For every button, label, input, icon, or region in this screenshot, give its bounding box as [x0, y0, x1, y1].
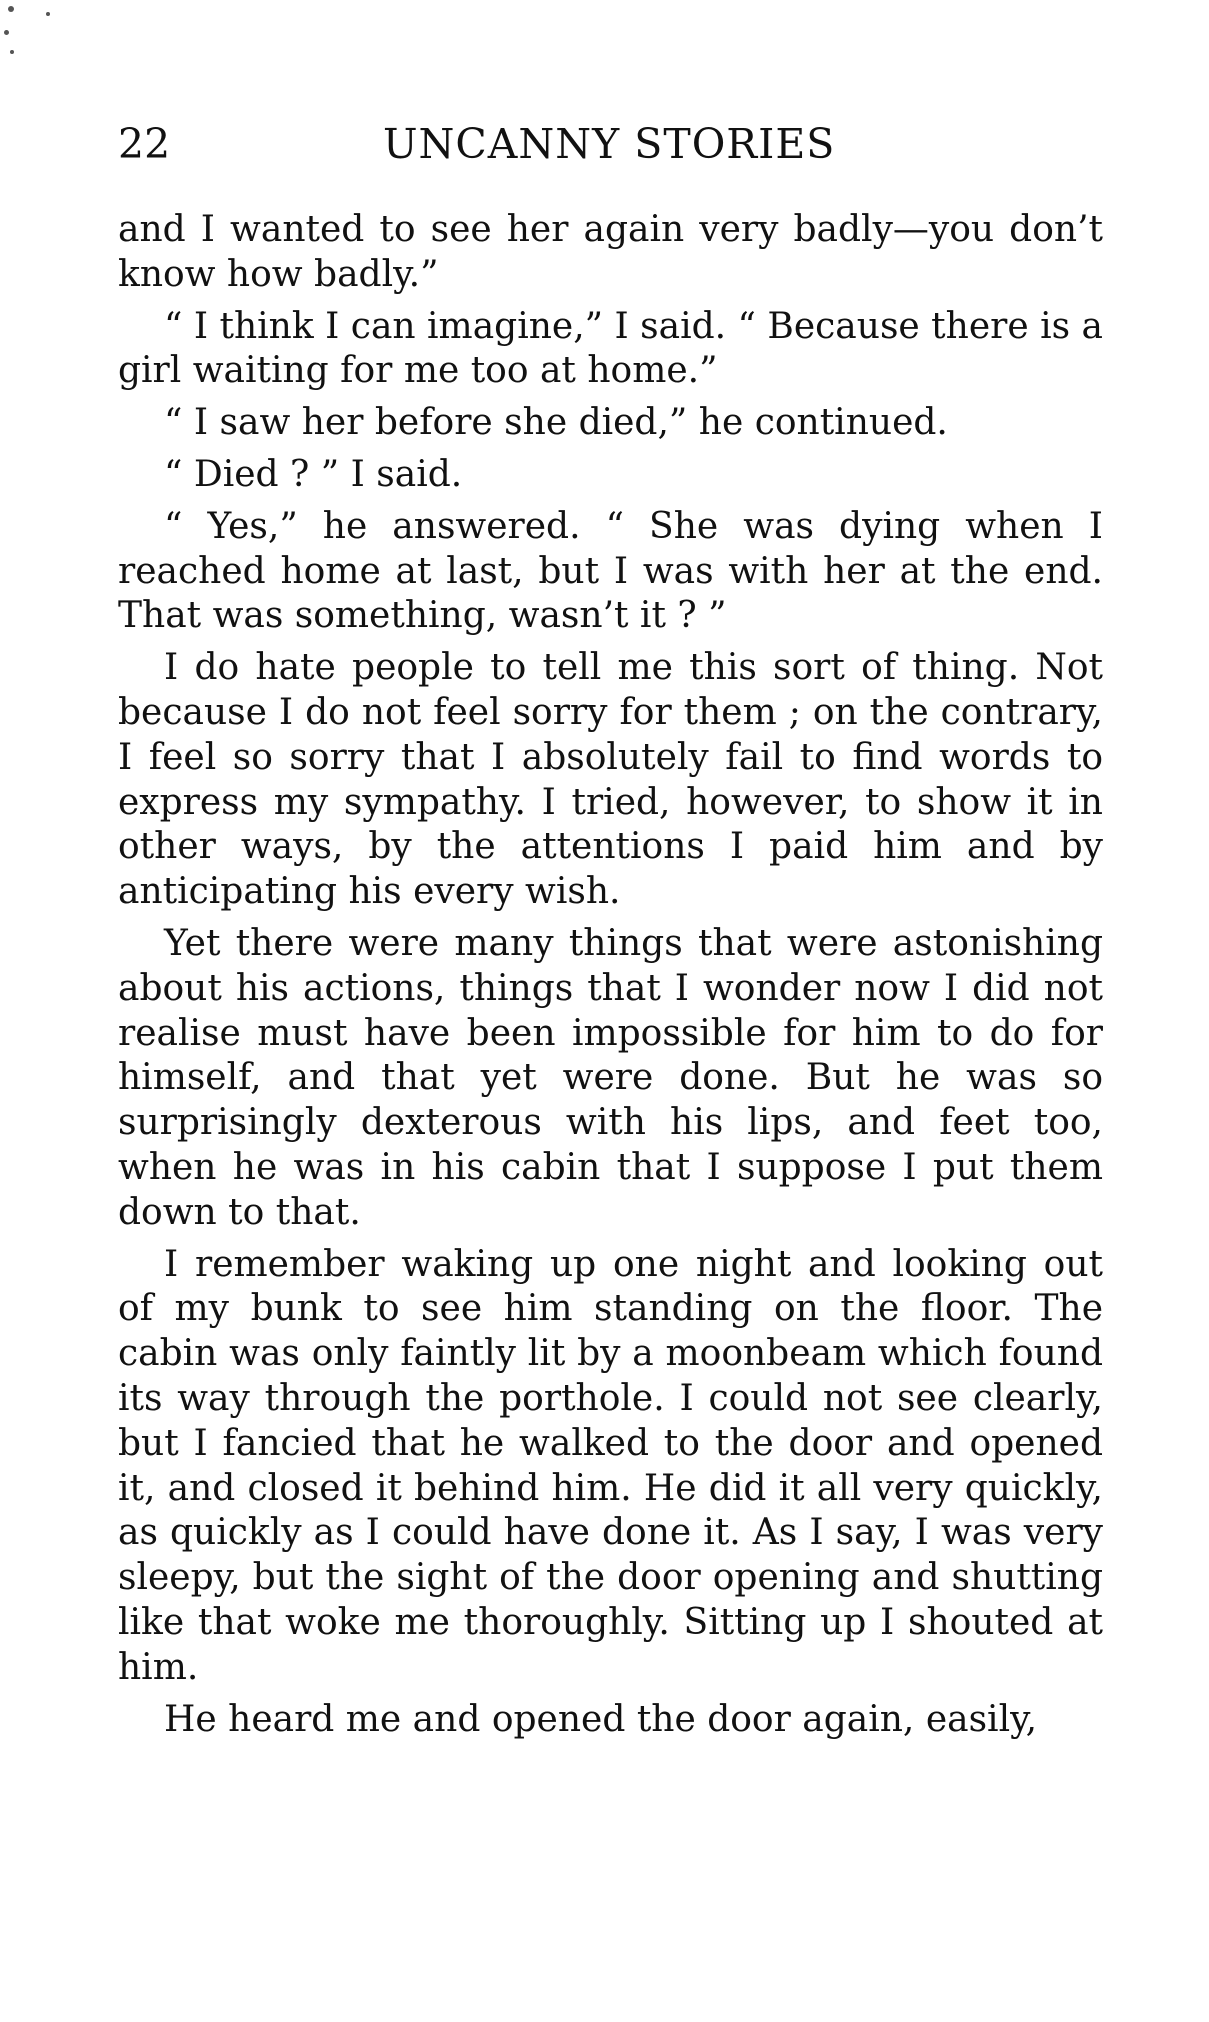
paragraph: “ Yes,” he answered. “ She was dying when I reached home at last, but I was with her at the end. That was something, wasn’t it ? ”: [118, 505, 1103, 637]
paragraph: and I wanted to see her again very badly—you don’t know how badly.”: [118, 209, 1103, 295]
paragraph: “ Died ? ” I said.: [164, 453, 463, 495]
paragraph: He heard me and opened the door again, easily,: [164, 1698, 1038, 1740]
print-speck: [10, 50, 14, 54]
page-number: 22: [118, 120, 171, 168]
print-speck: [46, 12, 50, 16]
running-title: UNCANNY STORIES: [383, 120, 836, 168]
running-header: [118, 118, 1103, 170]
paragraph: “ I saw her before she died,” he continued.: [164, 402, 948, 444]
paragraph: “ I think I can imagine,” I said. “ Because there is a girl waiting for me too at home.”: [118, 305, 1103, 392]
body-text: [118, 208, 1103, 1749]
paragraph: I do hate people to tell me this sort of thing. Not because I do not feel sorry for them ; on the contrary, I feel so sorry that I absolutely fail to find words to express my sympathy. I tried, however, to show it in other ways, by the attentions I paid him and by anticipating his every wish.: [118, 647, 1103, 913]
paragraph: I remember waking up one night and looking out of my bunk to see him standing on the floor. The cabin was only faintly lit by a moonbeam which found its way through the porthole. I could not see clearly, but I fancied that he walked to the door and opened it, and closed it behind him. He did it all very quickly, as quickly as I could have done it. As I say, I was very sleepy, but the sight of the door opening and shutting like that woke me thoroughly. Sitting up I shouted at him.: [118, 1243, 1103, 1688]
print-speck: [8, 6, 14, 12]
paragraph: Yet there were many things that were astonishing about his actions, things that I wonder now I did not realise must have been impossible for him to do for himself, and that yet were done. But he was so surprisingly dexterous with his lips, and feet too, when he was in his cabin that I suppose I put them down to that.: [118, 922, 1103, 1233]
print-speck: [4, 30, 9, 35]
